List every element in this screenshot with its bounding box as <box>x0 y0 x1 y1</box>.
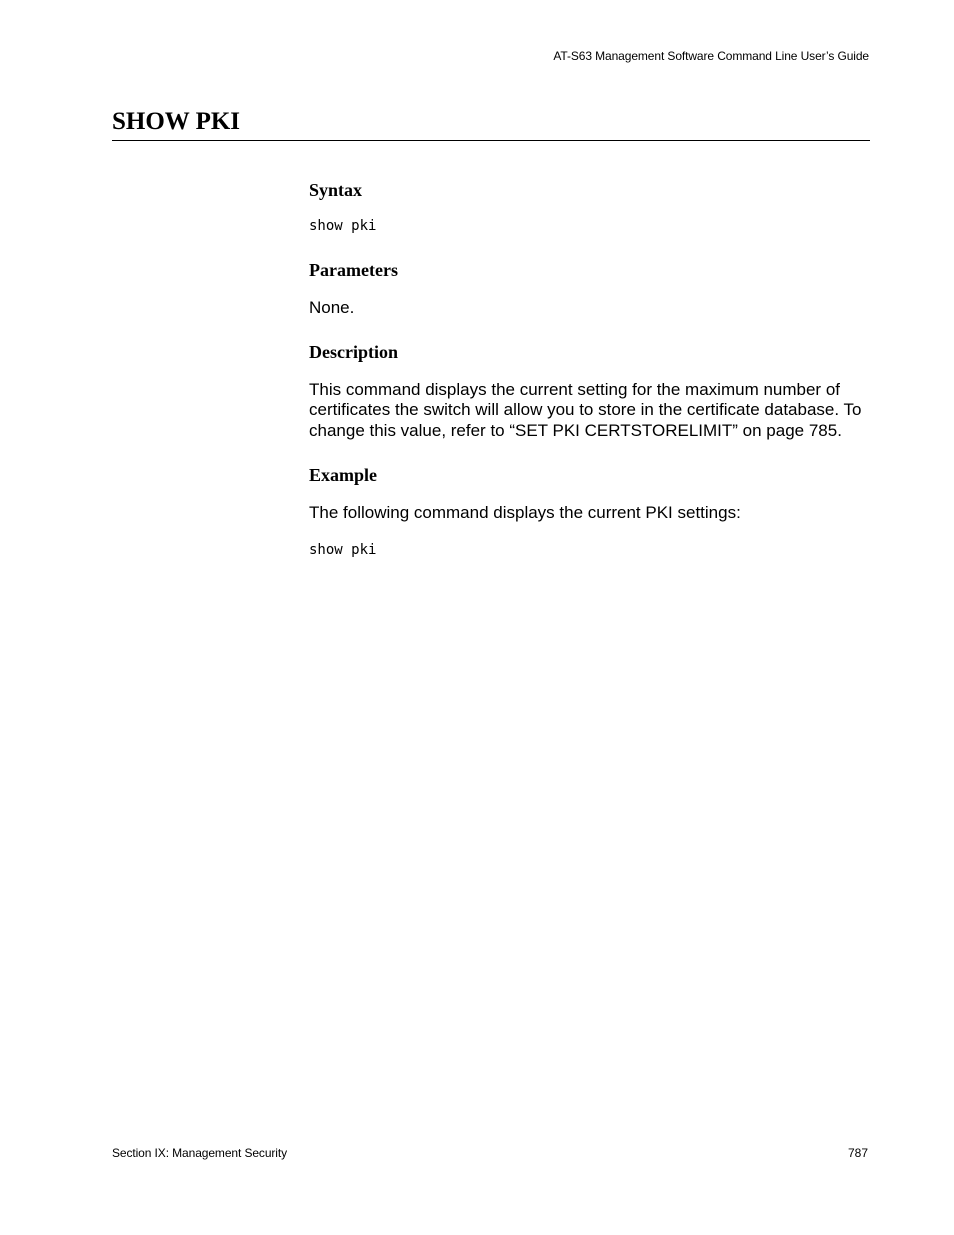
parameters-heading: Parameters <box>309 260 398 280</box>
title-rule <box>112 140 870 141</box>
description-heading: Description <box>309 341 398 362</box>
description-text: This command displays the current setting for the maximum number of certificates the switch will allow you to store in the certificate database. To change this value, refer to “SET PKI CERTSTORELIMIT” on page 785. <box>309 379 862 440</box>
content-column <box>309 178 875 560</box>
example-heading: Example <box>309 465 378 485</box>
syntax-heading: Syntax <box>309 180 363 200</box>
page-title: SHOW PKI <box>112 108 241 135</box>
parameters-text: None. <box>309 298 355 317</box>
syntax-command: show pki <box>309 218 377 234</box>
footer-section: Section IX: Management Security <box>112 1146 287 1160</box>
running-header: AT-S63 Management Software Command Line User’s Guide <box>553 49 869 63</box>
page-number: 787 <box>847 1146 868 1160</box>
example-text: The following command displays the current PKI settings: <box>309 503 741 522</box>
example-command: show pki <box>309 541 377 558</box>
